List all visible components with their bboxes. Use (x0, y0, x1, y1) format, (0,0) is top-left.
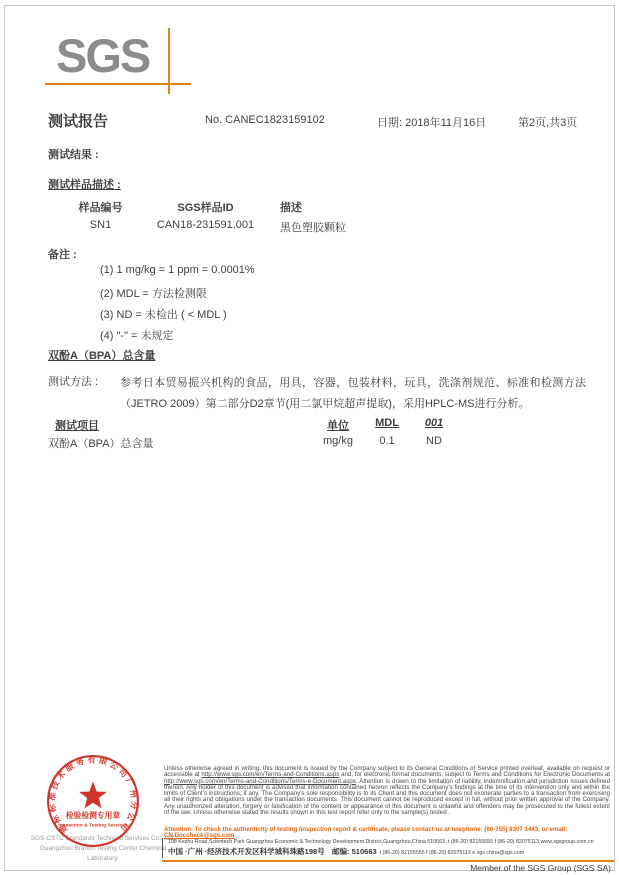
result-row-value: ND (426, 435, 442, 447)
attention-text: Attention: To check the authenticity of testing /inspection report & certificate, please contact us at telephone: (86-755) 8307 1443, or email: (164, 826, 568, 833)
logo-vertical-rule (168, 28, 170, 94)
remark-item-2: (2) MDL = 方法检测限 (100, 288, 207, 300)
stamp-ring-text: 通标标准技术服务有限公司广州分公司 (47, 755, 139, 835)
stamp-star-icon (79, 781, 107, 808)
address-cn-contact: t (86-20) 82155555 f (86-20) 82075113 e sgs.china@sgs.com (379, 850, 525, 856)
terms-e-document-link[interactable]: http://www.sgs.com/en/Terms-and-Conditions/Terms-e-Document.aspx (164, 777, 356, 785)
page-indicator: 第2页,共3页 (518, 117, 578, 129)
report-date: 日期: 2018年11月16日 (377, 117, 487, 129)
sgs-sample-id-value: CAN18-231591.001 (156, 219, 255, 231)
disclaimer-part1: Unless otherwise agreed in writing, this document is issued by the Company subject to its General Conditions of Service printed overleaf, available on request or accessible at (164, 765, 610, 779)
result-row-mdl: 0.1 (379, 435, 395, 447)
remark-item-1: (1) 1 mg/kg = 1 ppm = 0.0001% (100, 264, 255, 276)
result-row-unit: mg/kg (323, 435, 353, 447)
sample-table (58, 199, 346, 235)
lab-company-line2: Guangzhou Branch Testing Center Chemical Laboratory. (39, 845, 167, 862)
footer-orange-rule (162, 860, 614, 862)
address-en-contact: t (86-20) 82155555 f (86-20) 82075113 www.sgsgroup.com.cn (447, 839, 594, 845)
doccheck-email-link[interactable]: CN.Doccheck@sgs.com (164, 832, 235, 840)
address-block (162, 838, 618, 858)
stamp-line1: 检验检测专用章 (65, 811, 121, 821)
address-cn-postal: 邮编: 510663 (332, 847, 377, 856)
result-table-header-mdl: MDL (375, 417, 399, 429)
remark-item-3: (3) ND = 未检出 ( < MDL ) (100, 309, 227, 321)
terms-conditions-link[interactable]: http://www.sgs.com/en/Terms-and-Conditions.aspx (201, 771, 340, 779)
document-title: 测试报告 (48, 113, 109, 130)
address-en-text: 198 Kezhu Road,Scientech Park Guangzhou Economic & Technology Development District,Guangzhou,China 510663 (168, 839, 445, 845)
bpa-section-title: 双酚A（BPA）总含量 (48, 350, 156, 362)
test-method-label: 测试方法 : (48, 376, 99, 388)
lab-company-line1: SGS-CSTC Standards Technical Services Co., Ltd. (30, 835, 176, 842)
remarks-label: 备注 : (48, 249, 77, 261)
sample-table-header-description: 描述 (280, 202, 302, 214)
sample-no-value: SN1 (89, 219, 112, 231)
report-number: No. CANEC1823159102 (205, 114, 325, 126)
stamp-line2: Inspection & Testing Services (58, 823, 128, 829)
inspection-stamp (44, 752, 142, 850)
address-line-en (168, 838, 618, 847)
sample-table-header-sgs-id: SGS样品ID (177, 202, 234, 214)
sample-description-value: 黑色塑胶颗粒 (280, 222, 346, 234)
address-line-cn (168, 847, 618, 858)
test-method-text: 参考日本贸易振兴机构的食品，用具，容器，包装材料，玩具，洗涤剂规范、标准和检测方法（JETRO 2009）第二部分D2章节(用二氯甲烷超声提取)，采用HPLC-MS进行分析。 (120, 377, 586, 410)
sample-description-label: 测试样品描述 : (48, 179, 121, 191)
address-cn-text: 中国 ·广州 ·经济技术开发区科学城科珠路198号 (168, 847, 325, 856)
test-results-label: 测试结果 : (48, 149, 99, 161)
result-table-header-item: 测试项目 (55, 420, 99, 432)
disclaimer-part2: and, for electronic format documents, subject to Terms and Conditions for Electronic Documents at (339, 771, 610, 779)
legal-disclaimer (164, 766, 610, 816)
result-row-item: 双酚A（BPA）总含量 (48, 438, 154, 450)
sgs-member-text: Member of the SGS Group (SGS SA) (470, 863, 611, 873)
sample-table-header-sample-no: 样品编号 (78, 202, 123, 214)
result-table-header-sample-001: 001 (424, 417, 444, 429)
result-table-header-unit: 单位 (327, 420, 349, 432)
remark-item-4: (4) "-" = 未规定 (100, 330, 174, 342)
disclaimer-part3: . Attention is drawn to the limitation of liability, indemnification and jurisdiction issues defined therein. Any holder of this document is advised that information contained hereon reflects the Company's findings at the time of its intervention only and within the limits of Client's instructions, if any. The Company's sole responsibility is to its Client and this document does not exonerate parties to a transaction from exercising all their rights and obligations under the transaction documents. This document cannot be reproduced except in full, without prior written approval of the Company. Any unauthorized alteration, forgery or falsification of the content or appearance of this document is unlawful and offenders may be prosecuted to the fullest extent of the law. Unless otherwise stated the results shown in this test report refer only to the sample(s) tested . (164, 777, 610, 817)
sgs-logo: SGS (56, 29, 150, 82)
